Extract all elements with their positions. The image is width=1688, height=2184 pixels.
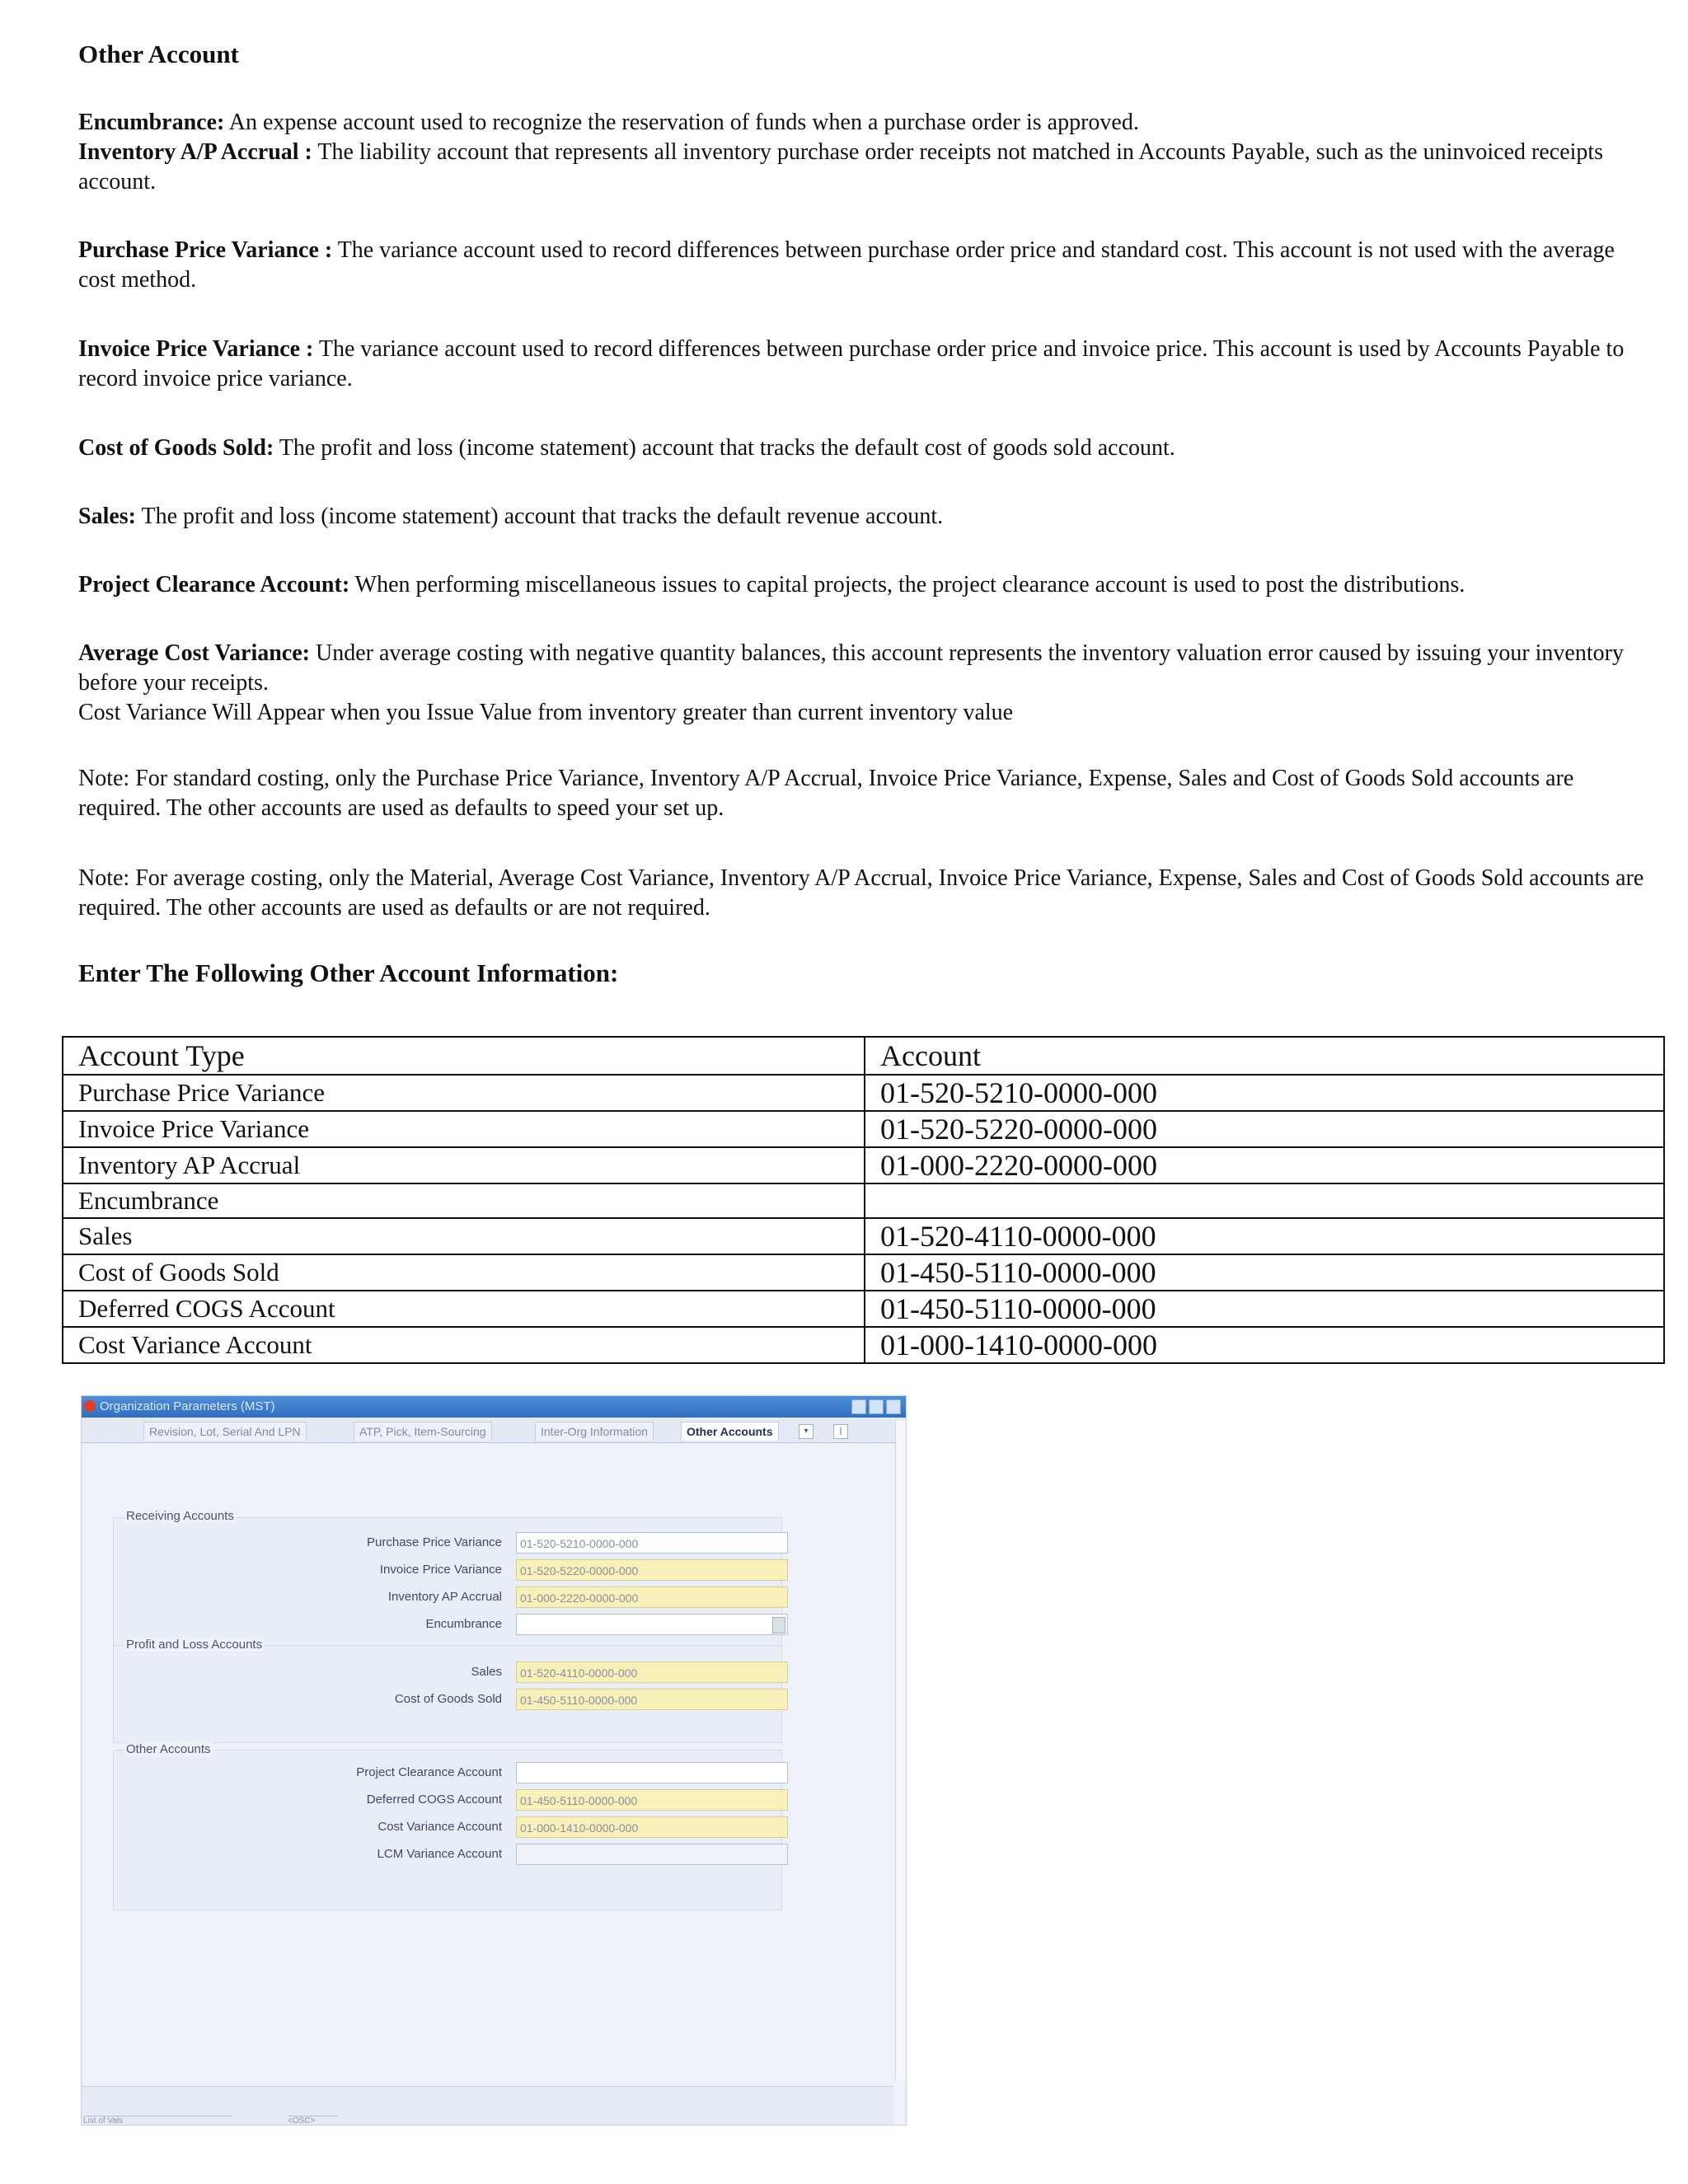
inventory-ap-accrual-label: Inventory AP Accrual [387,1590,502,1604]
other-accounts-label: Other Accounts [126,1742,211,1756]
maximize-icon[interactable] [869,1399,884,1414]
oracle-system-icon[interactable] [84,1400,96,1412]
account-cell: 01-520-5210-0000-000 [865,1075,1664,1111]
definition-sales: Sales: The profit and loss (income statement) account that tracks the default revenue account. [78,504,944,529]
sales-label: Sales [471,1665,502,1679]
account-cell: 01-520-5220-0000-000 [865,1111,1664,1147]
table-row [63,1111,1664,1147]
close-icon[interactable] [886,1399,901,1414]
window-footer [82,2086,893,2125]
osc-button[interactable]: <OSC> [288,2116,337,2125]
table-row [63,1291,1664,1327]
ppv-field[interactable]: 01-520-5210-0000-000 [516,1532,788,1554]
cost-variance-note: Cost Variance Will Appear when you Issue Value from inventory greater than current inventory value [78,700,1014,725]
vertical-scrollbar[interactable] [895,1421,906,2080]
definition-encumbrance: Encumbrance: An expense account used to recognize the reservation of funds when a purchase order is approved. [78,110,1139,135]
cost-variance-label: Cost Variance Account [377,1820,502,1834]
definition-cost-of-goods-sold: Cost of Goods Sold: The profit and loss (income statement) account that tracks the default cost of goods sold account. [78,435,1175,461]
account-cell [865,1183,1664,1218]
tab-other-accounts[interactable]: Other Accounts [681,1422,779,1441]
ipv-label: Invoice Price Variance [379,1563,502,1577]
lcm-variance-field[interactable] [516,1844,788,1865]
tab-atp-pick-item-sourcing[interactable]: ATP, Pick, Item-Sourcing [354,1422,492,1441]
ppv-label: Purchase Price Variance [367,1535,502,1549]
account-type-cell: Cost Variance Account [63,1327,865,1363]
definition-project-clearance: Project Clearance Account: When performing miscellaneous issues to capital projects, the project clearance account is used to post the distributions. [78,572,1465,598]
account-type-cell: Cost of Goods Sold [63,1254,865,1291]
cost-variance-field[interactable]: 01-000-1410-0000-000 [516,1816,788,1838]
window-controls [851,1399,901,1414]
tab-revision-lot-serial[interactable]: Revision, Lot, Serial And LPN [143,1422,307,1441]
list-of-values-icon[interactable] [772,1617,785,1633]
window-title-bar [82,1396,906,1418]
account-cell: 01-000-1410-0000-000 [865,1327,1664,1363]
encumbrance-field[interactable] [516,1614,788,1635]
window-title: Organization Parameters (MST) [100,1399,275,1413]
deferred-cogs-label: Deferred COGS Account [366,1793,502,1807]
sales-field[interactable]: 01-520-4110-0000-000 [516,1661,788,1683]
account-cell: 01-520-4110-0000-000 [865,1218,1664,1254]
minimize-icon[interactable] [851,1399,866,1414]
tab-scroll-icon[interactable]: | [833,1424,848,1439]
account-type-cell: Deferred COGS Account [63,1291,865,1327]
cogs-field[interactable]: 01-450-5110-0000-000 [516,1689,788,1710]
encumbrance-label: Encumbrance [425,1617,502,1631]
ipv-field[interactable]: 01-520-5220-0000-000 [516,1559,788,1581]
table-header-row [63,1037,1664,1075]
account-cell: 01-450-5110-0000-000 [865,1291,1664,1327]
header-account: Account [865,1037,1664,1075]
definition-invoice-price-variance: Invoice Price Variance : The variance account used to record differences between purchase order price and invoice price. This account is used by Accounts Payable to record invoice price variance. [78,336,1625,391]
account-cell: 01-000-2220-0000-000 [865,1147,1664,1183]
other-account-table [62,1036,1665,1364]
definition-average-cost-variance: Average Cost Variance: Under average costing with negative quantity balances, this account represents the inventory valuation error caused by issuing your inventory before your receipts. [78,640,1624,696]
other-accounts-panel [82,1443,893,2086]
note-standard-costing: Note: For standard costing, only the Purchase Price Variance, Inventory A/P Accrual, Invoice Price Variance, Expense, Sales and Cost of Goods Sold accounts are required. The other accounts are used as defaults to speed your set up. [78,766,1574,821]
table-row [63,1075,1664,1111]
profit-loss-label: Profit and Loss Accounts [126,1638,263,1652]
note-average-costing: Note: For average costing, only the Material, Average Cost Variance, Inventory A/P Accrual, Invoice Price Variance, Expense, Sales and Cost of Goods Sold accounts are required. The other accounts are used as defaults or are not required. [78,865,1644,921]
table-row [63,1218,1664,1254]
account-type-cell: Encumbrance [63,1183,865,1218]
tab-bar [82,1418,906,1443]
project-clearance-field[interactable] [516,1762,788,1783]
deferred-cogs-field[interactable]: 01-450-5110-0000-000 [516,1789,788,1811]
inventory-ap-accrual-field[interactable]: 01-000-2220-0000-000 [516,1586,788,1608]
header-account-type: Account Type [63,1037,865,1075]
table-row [63,1147,1664,1183]
table-row [63,1327,1664,1363]
account-type-cell: Purchase Price Variance [63,1075,865,1111]
tab-inter-org-information[interactable]: Inter-Org Information [535,1422,654,1441]
account-type-cell: Invoice Price Variance [63,1111,865,1147]
receiving-accounts-label: Receiving Accounts [126,1509,234,1523]
account-type-cell: Inventory AP Accrual [63,1147,865,1183]
account-cell: 01-450-5110-0000-000 [865,1254,1664,1291]
table-row [63,1183,1664,1218]
account-type-cell: Sales [63,1218,865,1254]
list-of-values-button[interactable]: List of Vals [83,2116,232,2125]
cogs-label: Cost of Goods Sold [394,1692,502,1706]
lcm-variance-label: LCM Variance Account [377,1847,502,1861]
project-clearance-label: Project Clearance Account [356,1765,502,1779]
table-heading: Enter The Following Other Account Information: [78,958,619,987]
table-row [63,1254,1664,1291]
organization-parameters-window [81,1395,907,2125]
page-heading: Other Account [78,40,239,68]
definition-purchase-price-variance: Purchase Price Variance : The variance account used to record differences between purchase order price and standard cost. This account is not used with the average cost method. [78,237,1615,293]
definition-inventory-ap-accrual: Inventory A/P Accrual : The liability account that represents all inventory purchase order receipts not matched in Accounts Payable, such as the uninvoiced receipts account. [78,139,1604,194]
tab-dropdown-icon[interactable]: ▾ [799,1424,814,1439]
